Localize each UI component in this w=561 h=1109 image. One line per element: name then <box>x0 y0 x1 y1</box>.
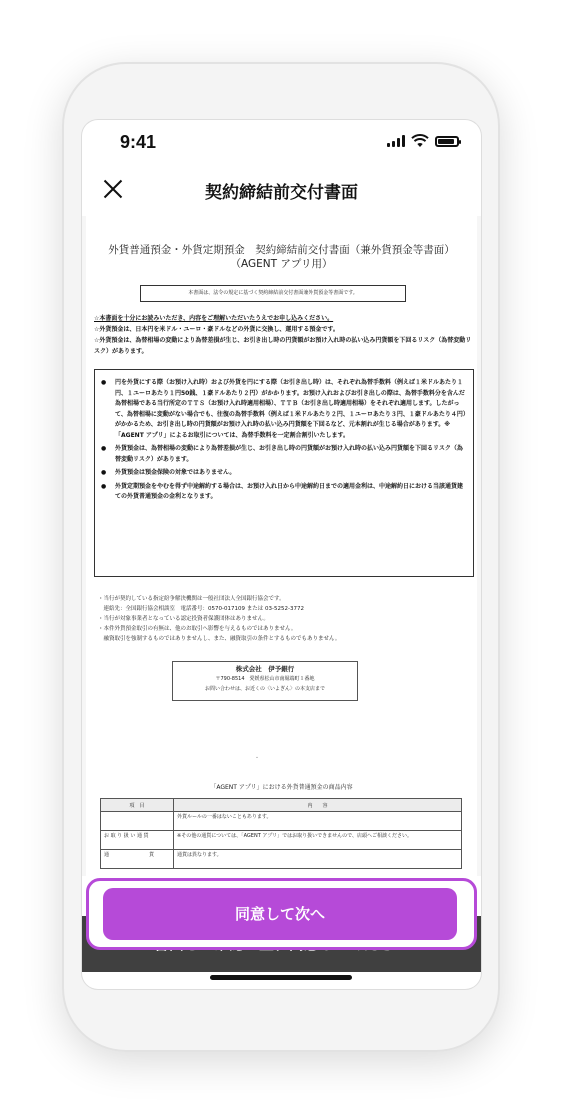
table-header: 内 容 <box>174 799 462 812</box>
document-page <box>86 216 477 876</box>
table-row <box>101 812 462 831</box>
table-header: 項 目 <box>101 799 174 812</box>
footer-note: 融資取引を強制するものではありませんし、また、融資取引の条件とするものでもありません。 <box>98 636 341 642</box>
footer-note: 連絡先：全国銀行協会相談室 電話番号：0570-017109 または 03-5252-3772 <box>98 606 304 612</box>
bank-info-box <box>172 661 358 701</box>
signal-icon <box>387 135 405 147</box>
table-row <box>101 850 462 869</box>
bank-address: 〒790-8514 愛媛県松山市南堀端町１番地 <box>215 676 315 682</box>
footer-note: ・当行が契約している指定紛争解決機関は一般社団法人全国銀行協会です。 <box>98 596 285 602</box>
table-cell: 外貨ルールの一番はないこともあります。 <box>174 812 462 831</box>
table-cell <box>101 812 174 831</box>
bank-name: 株式会社 伊予銀行 <box>235 665 295 673</box>
status-bar <box>82 120 481 164</box>
table-cell: 通 貨 <box>101 850 174 869</box>
risk-bullet: ● 外貨定期預金をやむを得ず中途解約する場合は、お預け入れ日から中途解約日までの適用金利は、中途解約日における当該通貨建ての外貨普通預金の金利となります。 <box>101 482 467 503</box>
nav-bar <box>82 164 481 216</box>
risk-bullet: ● 円を外貨にする際（お預け入れ時）および外貨を円にする際（お引き出し時）は、それぞれ為替手数料（例えば１米ドルあたり１円、１ユーロあたり１円50銭、１豪ドルあたり２円）がかかります。お預け入れおよびお引き出しの際は、為替手数料分を含んだ為替相場である当行所定のＴＴＳ（お預け入れ時適用相場）、ＴＴＢ（お引き出し時適用相場）をそれぞれ適用します。したがって、為替相場に変動がない場合でも、往復の為替手数料（例えば１米ドルあたり２円、１ユーロあたり３円、１豪ドルあたり４円）がかかるため、お引き出し時の円貨額がお預け入れ時の払い込み円貨額を下回るなど、元本割れが生じる場合があります。※「AGENT アプリ」によるお取引については、為替手数料を一定割合割引いたします。 <box>101 378 467 441</box>
risk-bullet: ● 外貨預金は、為替相場の変動により為替差損が生じ、お引き出し時の円貨額がお預け入れ時の払い込み円貨額を下回るリスク（為替変動リスク）があります。 <box>101 444 467 465</box>
document-intro <box>94 313 474 357</box>
product-table <box>100 798 462 869</box>
intro-line: ☆外貨預金は、日本円を米ドル・ユーロ・豪ドルなどの外貨に交換し、運用する預金です。 <box>94 326 339 333</box>
table-row <box>101 831 462 850</box>
separator-dot: ・ <box>254 755 261 762</box>
status-time: 9:41 <box>120 132 157 152</box>
document-title-line1: 外貨普通預金・外貨定期預金 契約締結前交付書面（兼外貨預金等書面） <box>108 244 455 256</box>
intro-line: ☆本書面を十分にお読みいただき、内容をご理解いただいたうえでお申し込みください。 <box>94 315 334 322</box>
risk-bullets-box <box>94 369 474 577</box>
page-title: 契約締結前交付書面 <box>205 183 358 203</box>
wifi-icon <box>411 134 429 148</box>
document-title-line2: （AGENT アプリ用） <box>230 258 333 270</box>
battery-icon <box>435 136 459 147</box>
footer-note: ・当行が対象事業者となっている認定投資者保護団体はありません。 <box>98 616 269 622</box>
product-table-title: 「AGENT アプリ」における外貨普通預金の商品内容 <box>210 784 353 791</box>
table-cell: ※その他の通貨については、「AGENT アプリ」ではお取り扱いできませんので、店頭へご相談ください。 <box>174 831 462 850</box>
footer-note: ・本件外貨預金取引の有無は、他のお取引へ影響を与えるものではありません。 <box>98 626 297 632</box>
document-viewer[interactable] <box>82 216 481 876</box>
intro-line: ☆外貨預金は、為替相場の変動により為替差損が生じ、お引き出し時の円貨額がお預け入れ時の払い込み円貨額を下回るリスク（為替変動リスク）があります。 <box>94 337 472 355</box>
home-indicator <box>210 975 352 980</box>
table-cell: 通貨は異なります。 <box>174 850 462 869</box>
status-icons <box>387 134 459 148</box>
document-notice: 本書面は、法令の規定に基づく契約締結前交付書面兼外貨預金等書面です。 <box>140 285 406 302</box>
table-cell: お 取 り 扱 い 通 貨 <box>101 831 174 850</box>
bank-contact: お問い合わせは、お近くの〈いよぎん〉の本支店まで <box>204 686 325 692</box>
agree-next-button[interactable]: 同意して次へ <box>103 888 457 940</box>
document-title <box>86 243 477 271</box>
document-footer-notes <box>98 594 468 644</box>
risk-bullet: ● 外貨預金は預金保険の対象ではありません。 <box>101 468 467 479</box>
app-screen <box>82 120 481 989</box>
